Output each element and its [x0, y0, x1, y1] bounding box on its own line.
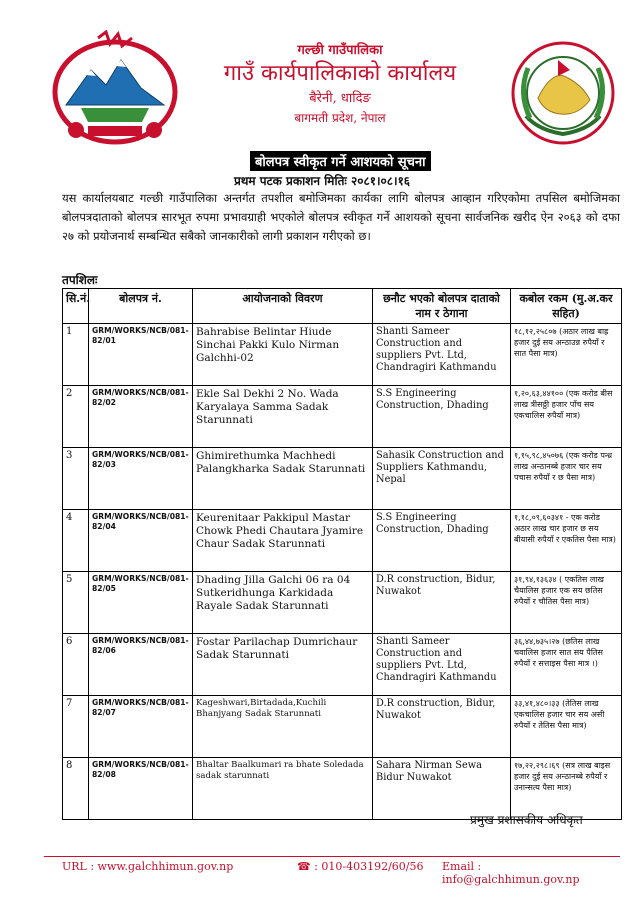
- cell-tender-no: GRM/WORKS/NCB/081-82/03: [89, 448, 193, 510]
- cell-bidder: D.R construction, Bidur, Nuwakot: [373, 572, 511, 634]
- notice-title: बोलपत्र स्वीकृत गर्ने आशयको सूचना: [250, 151, 431, 171]
- cell-bidder: D.R construction, Bidur, Nuwakot: [373, 696, 511, 758]
- col-header-sn: सि.नं.: [63, 289, 89, 324]
- cell-amount: १,१८,०९,६०३४१ - एक करोड अठार लाख चार हजार छ सय बीयासी रुपैयाँ र एकतिस पैसा मात्र): [511, 510, 622, 572]
- cell-tender-no: GRM/WORKS/NCB/081-82/02: [89, 386, 193, 448]
- table-row: [63, 448, 622, 510]
- cell-amount: १,२०,६३,४४१०० (एक करोड बीस लाख त्रीसठ्ठी हजार पाँच सय एकचालिस रुपैयाँ मात्र): [511, 386, 622, 448]
- cell-sn: 2: [63, 386, 89, 448]
- cell-sn: 3: [63, 448, 89, 510]
- signature-title: प्रमुख प्रशासकीय अधिकृत: [470, 813, 583, 827]
- notice-publication-date: प्रथम पटक प्रकाशन मितिः २०८१।०८।१६: [233, 174, 411, 188]
- cell-project: Kageshwari,Birtadada,Kuchili Bhanjyang Sadak Starunnati: [193, 696, 373, 758]
- nepal-emblem-icon: [46, 30, 184, 150]
- footer-phone-group: [297, 860, 424, 873]
- col-header-amount: कबोल रकम (मु.अ.कर सहित): [511, 289, 622, 324]
- footer-divider: [44, 856, 620, 857]
- notice-body: यस कार्यालयबाट गल्छी गाउँपालिका अन्तर्गत तपशील बमोजिमका कार्यका लागि बोलपत्र आव्हान गरिएकोमा तपसिल बमोजिमका बोलपत्रदाताको बोलपत्र सारभूत रुपमा प्रभावग्राही भएकोले बोलपत्र स्वीकृत गर्ने आशयको सूचना सार्वजनिक खरीद ऐन २०६३ को दफा २७ को प्रयोजनार्थ सम्बन्धित सबैको जानकारीको लागी प्रकाशन गरीएको छ।: [62, 191, 620, 243]
- cell-sn: 1: [63, 324, 89, 386]
- cell-amount: १७,२२,२९८।६९ (सत्र लाख बाइस हजार दुई सय अन्ठानब्बे रुपैयाँ र उनान्सत्य पैसा मात्र): [511, 758, 622, 820]
- footer-url: URL : www.galchhimun.gov.np: [62, 860, 234, 873]
- cell-sn: 4: [63, 510, 89, 572]
- cell-project: Keurenitaar Pakkipul Mastar Chowk Phedi Chautara Jyamire Chaur Sadak Starunnati: [193, 510, 373, 572]
- cell-sn: 6: [63, 634, 89, 696]
- cell-bidder: S.S Engineering Construction, Dhading: [373, 386, 511, 448]
- cell-bidder: Shanti Sameer Construction and suppliers Pvt. Ltd, Chandragiri Kathmandu: [373, 634, 511, 696]
- cell-project: Ghimirethumka Machhedi Palangkharka Sadak Starunnati: [193, 448, 373, 510]
- cell-project: Bahrabise Belintar Hiude Sinchai Pakki Kulo Nirman Galchhi-02: [193, 324, 373, 386]
- cell-tender-no: GRM/WORKS/NCB/081-82/08: [89, 758, 193, 820]
- cell-project: Ekle Sal Dekhi 2 No. Wada Karyalaya Samma Sadak Starunnati: [193, 386, 373, 448]
- cell-sn: 5: [63, 572, 89, 634]
- office-name: गाउँ कार्यपालिकाको कार्यालय: [223, 61, 457, 86]
- cell-tender-no: GRM/WORKS/NCB/081-82/01: [89, 324, 193, 386]
- cell-project: Bhaltar Baalkumari ra bhate Soledada sadak starunnati: [193, 758, 373, 820]
- cell-amount: १८,१२,२५८०७ (अठार लाख बाह्र हजार दुई सय अन्ठाउन्न रुपैयाँ र सात पैसा मात्र): [511, 324, 622, 386]
- details-heading: तपशिलः: [62, 273, 98, 287]
- cell-project: Dhading Jilla Galchi 06 ra 04 Sutkeridhunga Karkidada Rayale Sadak Starunnati: [193, 572, 373, 634]
- tender-table: [62, 288, 622, 820]
- cell-tender-no: GRM/WORKS/NCB/081-82/06: [89, 634, 193, 696]
- cell-project: Fostar Parilachap Dumrichaur Sadak Starunnati: [193, 634, 373, 696]
- footer-email: Email : info@galchhimun.gov.np: [442, 860, 580, 886]
- cell-amount: ३६,४४,७३५।२७ (छतिस लाख चवालिस हजार सात सय पैतिस रुपैयाँ र सत्ताइस पैसा मात्र ।): [511, 634, 622, 696]
- office-province: बागमती प्रदेश, नेपाल: [294, 111, 386, 125]
- cell-tender-no: GRM/WORKS/NCB/081-82/04: [89, 510, 193, 572]
- table-row: [63, 634, 622, 696]
- telephone-icon: ☎: [297, 860, 311, 873]
- galchhi-municipality-logo: [508, 38, 618, 148]
- table-row: [63, 510, 622, 572]
- table-row: [63, 572, 622, 634]
- letterhead: [0, 0, 644, 150]
- table-row: [63, 324, 622, 386]
- cell-bidder: Shanti Sameer Construction and suppliers Pvt. Ltd, Chandragiri Kathmandu: [373, 324, 511, 386]
- cell-bidder: Sahara Nirman Sewa Bidur Nuwakot: [373, 758, 511, 820]
- cell-sn: 8: [63, 758, 89, 820]
- office-location: बैरेनी, धादिङ: [309, 91, 371, 106]
- col-header-bidder: छनौट भएको बोलपत्र दाताको नाम र ठेगाना: [373, 289, 511, 324]
- table-row: [63, 386, 622, 448]
- cell-tender-no: GRM/WORKS/NCB/081-82/07: [89, 696, 193, 758]
- municipality-name: गल्छी गाउँपालिका: [297, 43, 383, 58]
- cell-amount: १,१५,९८,४५०७६ (एक करोड पन्ध्र लाख अन्ठानब्बे हजार चार सय पचास रुपैयाँ र छ पैसा मात्र): [511, 448, 622, 510]
- col-header-project: आयोजनाको विवरण: [193, 289, 373, 324]
- office-header-text: [190, 42, 490, 127]
- cell-bidder: S.S Engineering Construction, Dhading: [373, 510, 511, 572]
- col-header-tender-no: बोलपत्र नं.: [89, 289, 193, 324]
- cell-sn: 7: [63, 696, 89, 758]
- cell-bidder: Sahasik Construction and Suppliers Kathmandu, Nepal: [373, 448, 511, 510]
- cell-tender-no: GRM/WORKS/NCB/081-82/05: [89, 572, 193, 634]
- table-header-row: [63, 289, 622, 324]
- cell-amount: ३३,४१,४८०।३३ (तेतिस लाख एकचालिस हजार चार सय असी रुपैयाँ र तेतिस पैसा मात्र): [511, 696, 622, 758]
- cell-amount: ३१,९४,१३६३४ ( एकतिस लाख चैयालिस हजार एक सय छतिस रुपैयाँ र चौतिस पैसा मात्र): [511, 572, 622, 634]
- table-row: [63, 696, 622, 758]
- footer-phone: : 010-403192/60/56: [310, 860, 424, 873]
